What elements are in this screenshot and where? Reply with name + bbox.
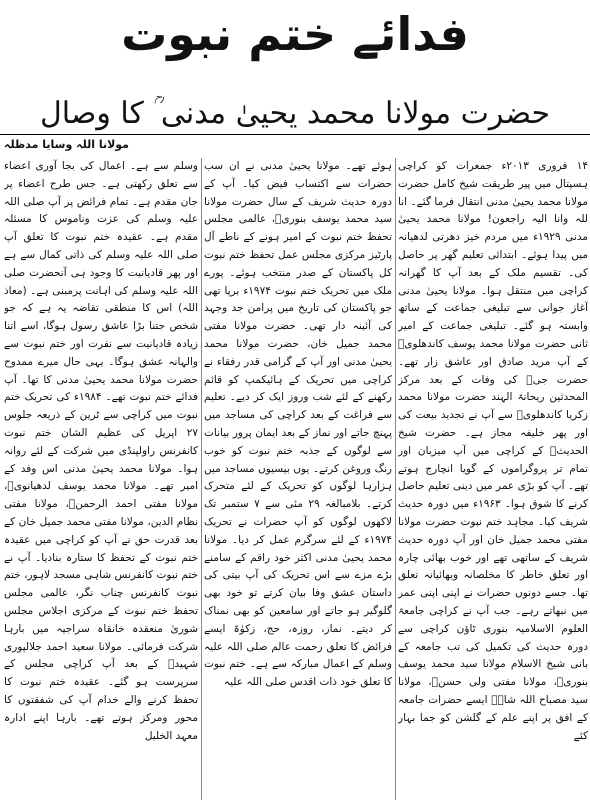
- subheadline: حضرت مولانا محمد یحییٰ مدنی ؒ کا وصال: [39, 96, 551, 131]
- column-text: ہوئے تھے۔ مولانا یحییٰ مدنی نے ان سب حضرات سے اکتساب فیض کیا۔ آپ کے دورہ حدیث شریف کے سال حضرت مولانا سید محمد یوسف بنوریؒ، عالمی مجلس تحفظ ختم نبوت کے امیر ہونے کے ناطے آل پارٹیز مرکزی مجلس عمل تحفظ ختم نبوت کل پاکستان کے صدر منتخب ہوئے۔ پورے ملک میں تحریک ختم نبوت ۱۹۷۴ء برپا تھی جو پاکستان کی تاریخ میں پرامن جد وجہد کی آئینہ دار تھی۔ حضرت مولانا مفتی محمد جمیل خان، حضرت مولانا محمد یحییٰ مدنی اور آپ کے گرامی قدر رفقاء نے کراچی میں تحریک کے ہائیکمپ کو قائم رکھنے کے لئے شب وروز ایک کر دیے۔ تعلیم سے فراغت کے بعد کراچی کی مساجد میں پہنچ جاتے اور نماز کے بعد ایمان پرور بیانات سے لوگوں کے جذبہ ختم نبوت کو خوب رنگ وروغن کرتے۔ یوں بیسیوں مساجد میں ہزارہا لوگوں کو تحریک کے لئے متحرک کرتے۔ بلامبالغہ ۲۹ مئی سے ۷ ستمبر تک لاکھوں لوگوں کو آپ حضرات نے تحریک ۱۹۷۴ء کے لئے سرگرم عمل کر دیا۔ مولانا محمد یحییٰ مدنی اکثر خود راقم کے سامنے بڑے مزے سے اس تحریک کی آپ بیتی کی داستان عشق وفا بیان کرتے تو خود بھی گلوگیر ہو جاتے اور سامعین کو بھی نمناک کر دیتے۔ نماز، روزہ، حج، زکوٰۃ ایسے فرائض کا تعلق رحمت عالم صلی اللہ علیہ وسلم کے اعمال مبارکہ سے ہے۔ ختم نبوت کا تعلق خود ذات اقدس صلی اللہ علیہ: [204, 160, 392, 689]
- column-text: ۱۴ فروری ۲۰۱۳ء جمعرات کو کراچی ہسپتال میں پیر طریقت شیخ کامل حضرت مولانا محمد یحییٰ مدنی انتقال فرما گئے۔ انا للہ وانا الیہ راجعون! مولانا محمد یحییٰ مدنی ۱۹۲۹ء میں مردم خیز دھرتی لدھیانہ میں پیدا ہوئے۔ ابتدائی تعلیم گھر پر حاصل کی۔ تقسیم ملک کے بعد آپ کا گھرانہ کراچی میں منتقل ہوا۔ مولانا یحییٰ مدنی آغاز جوانی سے تبلیغی جماعت کے ساتھ وابستہ ہو گئے۔ تبلیغی جماعت کے امیر ثانی حضرت مولانا محمد یوسف کاندھلویؒ کے آپ مرید صادق اور عاشق زار تھے۔ حضرت جیؒ کی وفات کے بعد مرکز المحدثین ریحانۃ الہند حضرت مولانا محمد زکریا کاندھلویؒ سے آپ نے تجدید بیعت کی اور پھر خلیفہ مجاز ہے۔ حضرت شیخ الحدیثؒ کے کراچی میں آپ میزبان اور تمام تر پروگراموں کے گویا انچارج ہوتے تھے۔ آپ کو بڑی عمر میں دینی تعلیم حاصل کرنے کا شوق ہوا۔ ۱۹۶۳ء میں دورہ حدیث شریف کیا۔ مجاہد ختم نبوت حضرت مولانا مفتی محمد جمیل خان اور آپ دورہ حدیث شریف کے ساتھی تھے اور خوب بھائی چارہ اور تعلق خاطر کا مخلصانہ وبھائیانہ تعلق تھا۔ جسے دونوں حضرات نے اپنی اپنی عمر میں نبھاتے رہے۔ جب آپ نے کراچی جامعۃ العلوم الاسلامیہ بنوری ٹاؤن کراچی سے دورہ حدیث کی تکمیل کی تب جامعہ کے بانی شیخ الاسلام مولانا سید محمد یوسف بنوریؒ، مولانا مفتی ولی حسنؒ، مولانا سید مصباح اللہ شاہؒ ایسے حضرات جامعہ کے افق پر اپنے علم کے گلشن کو جما بہار کئے: [398, 160, 588, 742]
- column-text: وسلم سے ہے۔ اعمال کی بجا آوری اعضاء سے تعلق رکھتی ہے۔ جس طرح اعضاء پر جان مقدم ہے۔ تمام فرائض پر آپ صلی اللہ علیہ وسلم کی عزت وناموس کا مسئلہ مقدم ہے۔ عقیدہ ختم نبوت کا تعلق آپ صلی اللہ علیہ وسلم کی ذاتی کمال سے ہے اور پھر قادیانیت کا وجود ہی آنحضرت صلی اللہ علیہ وسلم کی اہانت پرمبنی ہے۔ (معاذ اللہ) اس کا منطقی تقاضہ یہ ہے کہ جو شخص جتنا بڑا عاشق رسول ہوگا، اسے اتنا زیادہ قادیانیت سے نفرت اور ختم نبوت سے والہانہ عشق ہوگا۔ یہی حال میرے ممدوح حضرت مولانا محمد یحییٰ مدنی کا تھا۔ آپ فدائے ختم نبوت تھے۔ ۱۹۸۴ء کی تحریک ختم نبوت میں کراچی سے ٹرین کے ذریعہ جلوس ۲۷ اپریل کی عظیم الشان ختم نبوت کانفرنس راولپنڈی میں شرکت کے لئے روانہ ہوا۔ مولانا محمد یحییٰ مدنی اس وفد کے امیر تھے۔ مولانا محمد یوسف لدھیانویؒ، مولانا مفتی احمد الرحمنؒ، مولانا مفتی نظام الدین، مولانا مفتی محمد جمیل خان کے بعد قدرت حق نے آپ کو کراچی میں عقیدہ ختم نبوت کے تحفظ کا ستارہ بنادیا۔ آپ نے ختم نبوت کانفرنس شاہی مسجد لاہور، ختم نبوت کانفرنس چناب نگر، عالمی مجلس تحفظ ختم نبوت کے مرکزی اجلاس مجلس شوریٰ منعقدہ خانقاہ سراجیہ میں بارہا شرکت فرمائی۔ مولانا سعید احمد جلالپوری شہیدؒ کے بعد آپ کراچی مجلس کے سرپرست ہو گئے۔ عقیدہ ختم نبوت کا تحفظ کرنے والے خدام آپ کی شفقتوں کا محور ومرکز ہوتے تھے۔ بارہا اپنے ادارہ معہد الخلیل: [4, 160, 198, 742]
- masthead: [0, 0, 590, 90]
- headline: فدائے ختم نبوت: [121, 7, 469, 61]
- article-body: [0, 158, 590, 800]
- author-byline: مولانا اللہ وسایا مدظلہ: [0, 134, 590, 156]
- article-column-3: [4, 158, 198, 800]
- article-column-1: [398, 158, 588, 800]
- article-column-2: [204, 158, 392, 800]
